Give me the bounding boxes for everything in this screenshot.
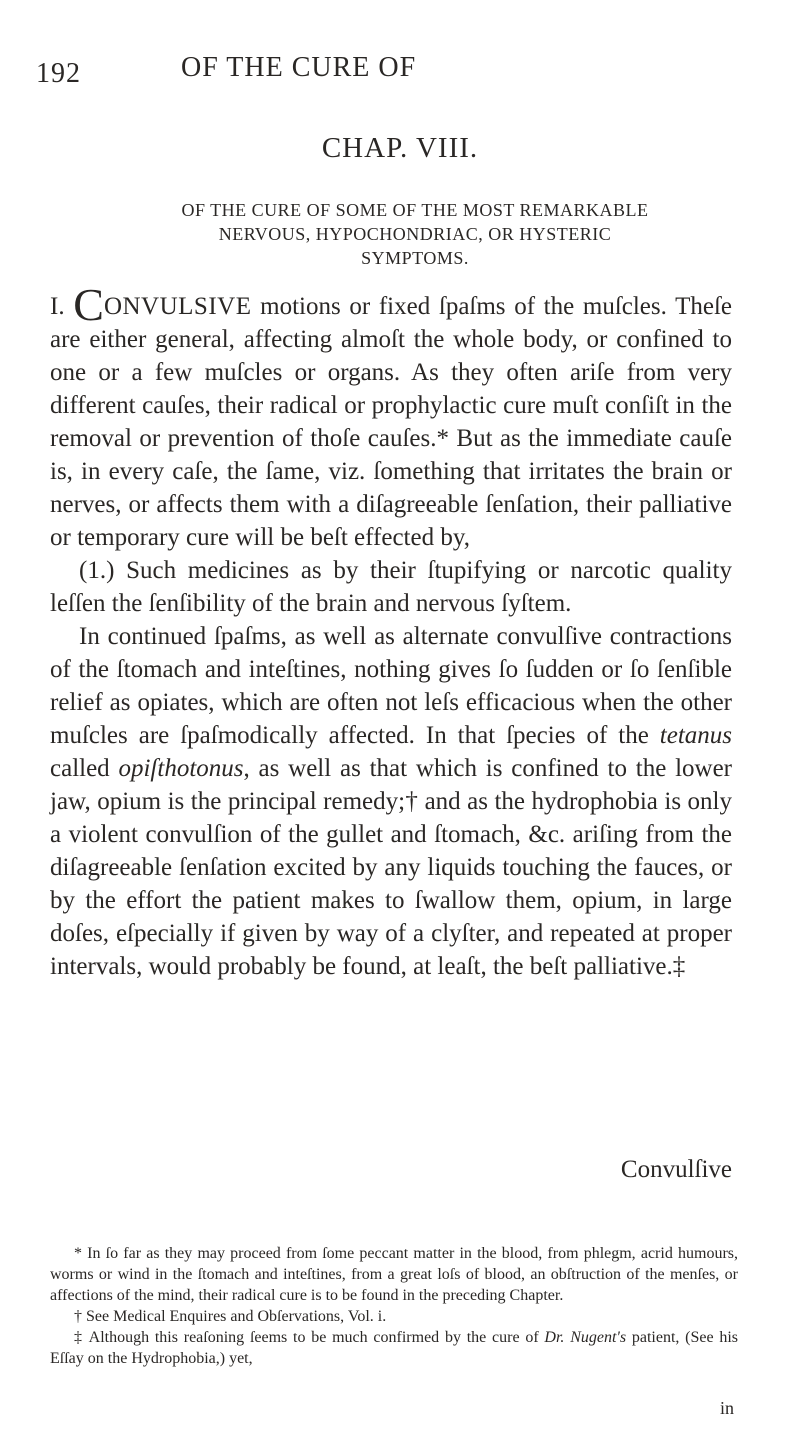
paragraph-text: motions or fixed ſpaſms of the muſcles. Theſe are either general, affecting almoſt the whole body, or confined to one or a few muſcles or organs. As they often ariſe from very different cauſes, their radical or prophylactic cure muſt conſiſt in the removal or prevention of thoſe cauſes.* But as the immediate cauſe is, in every caſe, the ſame, viz. ſomething that irritates the brain or nerves, or affects them with a diſagreeable ſenſation, their palliative or temporary cure will be beſt effected by, [50,293,733,551]
page-number: 192 [36,58,81,89]
lead-word: ONVULSIVE [103,293,252,320]
footnote-text: patient, (See his Eſſay on the Hydrophobia,) yet, [50,1329,739,1367]
footnotes [50,1243,738,1369]
italic-name: Dr. Nugent's [544,1329,627,1346]
chapter-subtitle [50,198,780,270]
paragraph-spasms [50,620,732,983]
paragraph-text: , as well as that which is confined to the lower jaw, opium is the principal remedy;† and as the hydrophobia is only a violent convulſion of the gullet and ſtomach, &c. ariſing from the diſagreeable ſenſation excited by any liquids touching the fauces, or by the effort the patient makes to ſwallow them, opium, in large doſes, eſpecially if given by way of a clyſter, and repeated at proper intervals, would probably be found, at leaſt, the beſt palliative.‡ [50,755,732,980]
footnote-catchword: in [719,1398,734,1418]
paragraph-text: In continued ſpaſms, as well as alternate convulſive contractions of the ſtomach and inteſtines, nothing gives ſo ſudden or ſo ſenſible relief as opiates, which are often not leſs efficacious when the other muſcles are ſpaſmodically affected. In that ſpecies of the [50,623,732,749]
italic-term: tetanus [659,722,732,749]
footnote [50,1327,738,1369]
running-head: OF THE CURE OF [181,52,417,83]
drop-cap: C [73,279,104,330]
catchword: Convulſive [620,1156,732,1183]
chapter-subtitle-line: NERVOUS, HYPOCHONDRIAC, OR HYSTERIC [218,224,612,244]
chapter-title: CHAP. VIII. [321,132,479,164]
paragraph-text: called [50,755,119,782]
footnote: * In ſo far as they may proceed from ſome peccant matter in the blood, from phlegm, acrid humours, worms or wind in the ſtomach and inteſtines, from a great loſs of blood, an obſtruction of the menſes, or affections of the mind, their radical cure is to be found in the preceding Chapter. [50,1245,738,1304]
footnote-text: ‡ Although this reaſoning ſeems to be much confirmed by the cure of [74,1329,545,1346]
footnote: † See Medical Enquires and Obſervations, Vol. i. [74,1308,387,1325]
paragraph-medicines: (1.) Such medicines as by their ſtupifying or narcotic quality leſſen the ſenſibility of the brain and nervous ſyſtem. [50,557,732,617]
chapter-subtitle-line: OF THE CURE OF SOME OF THE MOST REMARKABLE [181,200,649,220]
chapter-subtitle-line: SYMPTOMS. [361,248,469,268]
body-text [50,279,733,983]
paragraph-convulsive [50,279,733,554]
italic-term: opiſthotonus [118,755,244,782]
section-number: I. [50,293,65,320]
page-header [36,50,736,90]
